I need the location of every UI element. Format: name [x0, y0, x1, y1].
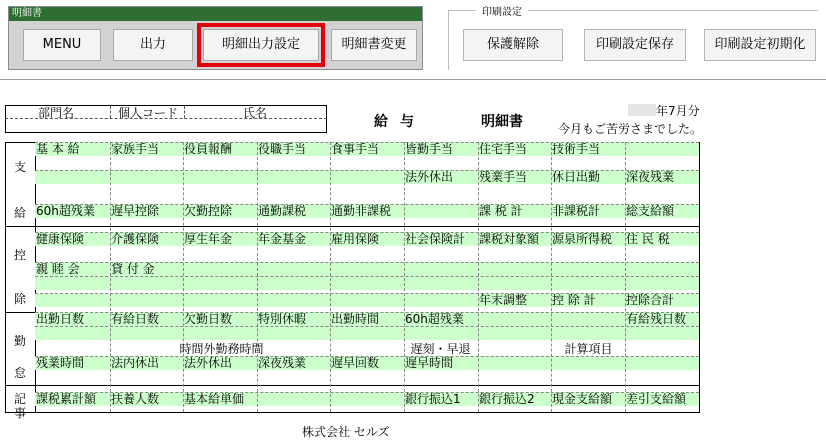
field-label-t1-6 [478, 312, 552, 326]
field-label-s1-0: 基 本 給 [36, 142, 80, 156]
pay-month: 年7月分 [656, 104, 700, 118]
field-label-k5-5 [404, 293, 478, 307]
payslip-grid [5, 142, 700, 420]
field-label-t1-7 [551, 312, 625, 326]
field-label-t3-4: 遅早回数 [331, 356, 380, 370]
field-label-k5-2 [183, 293, 257, 307]
header-col-divider [110, 106, 111, 118]
field-label-r1-7: 現金支給額 [552, 392, 613, 406]
name-label: 氏名 [243, 106, 268, 120]
field-label-t1-3: 特別休暇 [258, 312, 307, 326]
slip-print-settings-button[interactable]: 明細出力設定 [203, 29, 319, 61]
field-label-t3-8 [625, 356, 699, 370]
row-band [35, 326, 699, 340]
field-label-k3-7 [551, 262, 625, 276]
toolbar-title: 明細書 [9, 7, 422, 21]
field-label-r1-4 [330, 392, 404, 406]
field-label-k5-3 [257, 293, 331, 307]
field-label-s3-5: 法外休出 [405, 170, 454, 184]
field-label-s1-7: 技術手当 [552, 142, 601, 156]
group-border-left [448, 10, 449, 70]
field-label-s5-1: 遅早控除 [111, 204, 160, 218]
field-label-k1-1: 介護保険 [111, 232, 160, 246]
section-label-notes: 記 [13, 392, 26, 406]
field-label-s5-6: 課 税 計 [479, 204, 523, 218]
company-name: 株式会社 セルズ [302, 425, 390, 439]
field-label-r1-3 [257, 392, 331, 406]
field-label-k3-3 [257, 262, 331, 276]
field-label-s3-8: 深夜残業 [626, 170, 675, 184]
header-col-divider [184, 106, 185, 118]
slip-change-button[interactable]: 明細書変更 [331, 29, 417, 61]
field-label-t3-1: 法内休出 [111, 356, 160, 370]
field-label-t1-5: 60h超残業 [405, 312, 464, 326]
field-label-s5-3: 通勤課税 [258, 204, 307, 218]
field-label-s1-6: 住宅手当 [479, 142, 528, 156]
field-label-k3-2 [183, 262, 257, 276]
field-label-k3-5 [404, 262, 478, 276]
save-print-settings-button[interactable]: 印刷設定保存 [584, 29, 686, 61]
field-label-s3-4 [330, 170, 404, 184]
field-label-k1-3: 年金基金 [258, 232, 307, 246]
attendance-group-label-1: 遅刻・早退 [410, 342, 471, 356]
field-label-k1-4: 雇用保険 [331, 232, 380, 246]
unprotect-button[interactable]: 保護解除 [463, 29, 563, 61]
print-settings-group [448, 7, 818, 70]
year-input[interactable] [628, 104, 656, 116]
field-label-s3-3 [257, 170, 331, 184]
field-label-k5-4 [330, 293, 404, 307]
field-label-t1-8: 有給残日数 [626, 312, 687, 326]
field-label-s3-2 [183, 170, 257, 184]
field-label-s5-4: 通勤非課税 [331, 204, 392, 218]
field-label-r1-6: 銀行振込2 [479, 392, 535, 406]
field-label-s5-8: 総支給額 [626, 204, 675, 218]
field-label-s5-2: 欠勤控除 [184, 204, 233, 218]
field-label-t1-2: 欠勤日数 [184, 312, 233, 326]
field-label-t3-2: 法外休出 [184, 356, 233, 370]
field-label-k3-1: 貸 付 金 [111, 262, 155, 276]
grid-border [5, 412, 700, 413]
field-label-r1-0: 課税累計額 [36, 392, 97, 406]
field-label-k1-2: 厚生年金 [184, 232, 233, 246]
field-label-k3-0: 親 睦 会 [36, 262, 80, 276]
slip-title-salary: 給与 [374, 114, 426, 130]
field-label-t1-4: 出勤時間 [331, 312, 380, 326]
menu-button[interactable]: MENU [23, 29, 101, 61]
slip-title-statement: 明細書 [481, 114, 523, 130]
print-settings-label: 印刷設定 [476, 3, 528, 18]
section-label-deduction: 控 [13, 248, 26, 262]
field-label-t3-3: 深夜残業 [258, 356, 307, 370]
field-label-s1-5: 皆勤手当 [405, 142, 454, 156]
field-label-k1-8: 住 民 税 [626, 232, 670, 246]
thanks-message: 今月もご苦労さまでした。 [558, 122, 703, 136]
field-label-k5-1 [110, 293, 184, 307]
field-label-t1-0: 出勤日数 [36, 312, 85, 326]
section-label-deduction: 除 [13, 292, 26, 306]
field-label-k3-6 [478, 262, 552, 276]
field-label-k3-8 [625, 262, 699, 276]
field-label-k1-7: 源泉所得税 [552, 232, 613, 246]
field-label-k5-8: 控除合計 [626, 293, 675, 307]
field-label-s1-3: 役職手当 [258, 142, 307, 156]
field-label-t3-0: 残業時間 [36, 356, 85, 370]
section-label-notes: 事 [13, 406, 26, 420]
field-label-s1-2: 役員報酬 [184, 142, 233, 156]
field-label-s3-1 [110, 170, 184, 184]
field-label-s5-0: 60h超残業 [36, 204, 95, 218]
field-label-s1-4: 食事手当 [331, 142, 380, 156]
field-label-s5-5 [404, 204, 478, 218]
field-label-k5-7: 控 除 計 [552, 293, 596, 307]
row-band [35, 276, 699, 290]
section-label-attendance: 勤 [13, 334, 26, 348]
field-label-t3-6 [478, 356, 552, 370]
field-label-k1-5: 社会保険計 [405, 232, 466, 246]
field-label-s1-1: 家族手当 [111, 142, 160, 156]
separator [0, 79, 826, 80]
field-label-s3-7: 休日出勤 [552, 170, 601, 184]
field-label-k5-0 [35, 293, 109, 307]
section-label-attendance: 怠 [13, 366, 26, 380]
employee-code-label: 個人コード [118, 106, 179, 120]
grid-border [699, 142, 700, 412]
field-label-r1-2: 基本給単価 [184, 392, 245, 406]
field-label-r1-5: 銀行振込1 [405, 392, 461, 406]
field-label-k3-4 [330, 262, 404, 276]
field-label-k1-0: 健康保険 [36, 232, 85, 246]
field-label-t3-5: 遅早時間 [405, 356, 454, 370]
attendance-group-label-0: 時間外勤務時間 [179, 342, 264, 356]
field-label-s3-0 [35, 170, 109, 184]
section-label-pay: 給 [13, 206, 26, 220]
section-label-pay: 支 [13, 160, 26, 174]
attendance-group-label-2: 計算項目 [564, 342, 613, 356]
field-label-k5-6: 年末調整 [479, 293, 528, 307]
field-label-s5-7: 非課税計 [552, 204, 601, 218]
field-label-k1-6: 課税対象額 [479, 232, 540, 246]
field-label-r1-1: 扶養人数 [111, 392, 160, 406]
field-label-s1-8 [625, 142, 699, 156]
reset-print-settings-button[interactable]: 印刷設定初期化 [704, 29, 816, 61]
field-label-r1-8: 差引支給額 [626, 392, 687, 406]
output-button[interactable]: 出力 [113, 29, 193, 61]
department-label: 部門名 [38, 106, 75, 120]
field-label-t3-7 [551, 356, 625, 370]
toolbar [8, 6, 423, 70]
field-label-s3-6: 残業手当 [479, 170, 528, 184]
field-label-t1-1: 有給日数 [111, 312, 160, 326]
